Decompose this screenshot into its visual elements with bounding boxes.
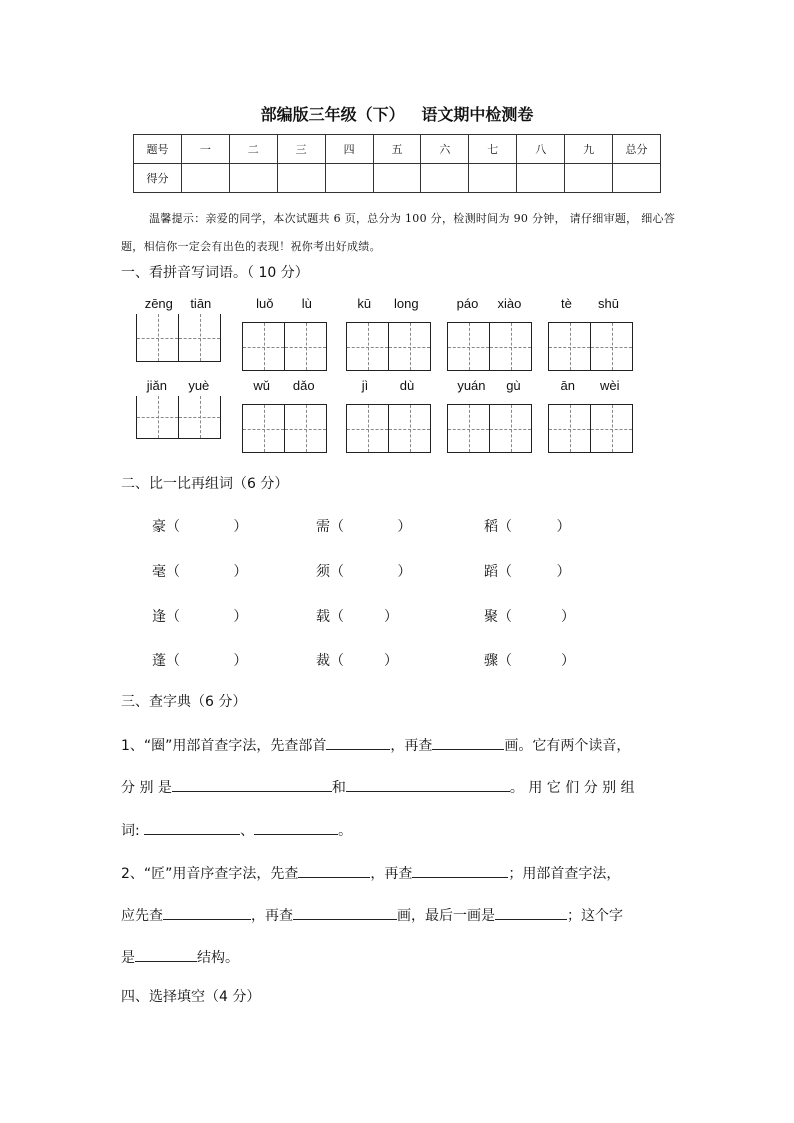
- answer-blank[interactable]: [326, 733, 390, 750]
- pinyin-item: [136, 296, 221, 362]
- question-text: 画，最后一画是: [397, 908, 495, 924]
- score-header-cell: 七: [469, 135, 517, 164]
- title-exam: 语文期中检测卷: [421, 105, 534, 124]
- compare-item[interactable]: 稻（ ）: [484, 519, 571, 535]
- writing-grid[interactable]: [447, 404, 532, 453]
- question-text: 结构。: [197, 950, 239, 966]
- pinyin-item: [242, 296, 327, 371]
- pinyin-text: jiǎn: [146, 378, 167, 393]
- score-cell[interactable]: [421, 164, 469, 193]
- compare-item[interactable]: 须（ ）: [316, 564, 412, 580]
- score-cell[interactable]: [565, 164, 613, 193]
- pinyin-text: wǔ: [253, 378, 271, 393]
- score-table: [133, 134, 661, 193]
- compare-item[interactable]: 蓬（ ）: [152, 653, 248, 669]
- pinyin-text: yuè: [188, 378, 210, 393]
- writing-grid[interactable]: [242, 322, 327, 371]
- pinyin-text: dù: [399, 378, 415, 393]
- score-header-cell: 六: [421, 135, 469, 164]
- score-header-cell: 一: [181, 135, 229, 164]
- score-cell[interactable]: [181, 164, 229, 193]
- pinyin-text: tè: [561, 296, 572, 311]
- writing-grid[interactable]: [548, 322, 633, 371]
- score-header-cell: 二: [229, 135, 277, 164]
- compare-item[interactable]: 载（ ）: [316, 609, 399, 625]
- pinyin-text: lù: [301, 296, 312, 311]
- question-text: 1、“圈”用部首查字法，先查部首: [121, 738, 327, 754]
- question-text: 分 别 是: [121, 780, 172, 796]
- question-text: 和: [331, 780, 346, 796]
- answer-blank[interactable]: [346, 775, 510, 792]
- pinyin-item: [242, 378, 327, 453]
- score-header-cell: 三: [277, 135, 325, 164]
- question-line: [121, 775, 677, 797]
- pinyin-text: tiān: [190, 296, 212, 311]
- question-line: [121, 818, 677, 840]
- question-text: 是: [121, 950, 135, 966]
- question-line: [121, 945, 677, 967]
- writing-grid[interactable]: [242, 404, 327, 453]
- question-text: ，再查: [390, 738, 433, 754]
- question-text: 词:: [121, 823, 140, 839]
- question-text: 应先查: [121, 908, 163, 924]
- pinyin-text: páo: [456, 296, 479, 311]
- compare-item[interactable]: 豪（ ）: [152, 519, 248, 535]
- answer-blank[interactable]: [412, 861, 508, 878]
- pinyin-item: [346, 378, 431, 453]
- pinyin-text: luǒ: [256, 296, 274, 311]
- compare-item[interactable]: 裁（ ）: [316, 653, 399, 669]
- score-row-label: 得分: [134, 164, 182, 193]
- writing-grid[interactable]: [136, 314, 221, 362]
- pinyin-text: xiào: [497, 296, 522, 311]
- answer-blank[interactable]: [172, 775, 332, 792]
- question-text: 。: [338, 823, 353, 839]
- title-grade: 部编版三年级（下）: [260, 105, 405, 124]
- pinyin-item: [447, 378, 532, 453]
- pinyin-text: kū: [357, 296, 372, 311]
- compare-item[interactable]: 需（ ）: [316, 519, 412, 535]
- question-text: ，再查: [251, 908, 293, 924]
- score-cell[interactable]: [325, 164, 373, 193]
- section3-heading: 三、查字典（6 分）: [121, 694, 247, 710]
- pinyin-item: [548, 296, 633, 371]
- section2-heading: 二、比一比再组词（6 分）: [121, 476, 289, 492]
- compare-item[interactable]: 聚（ ）: [484, 609, 575, 625]
- pinyin-item: [548, 378, 633, 453]
- writing-grid[interactable]: [447, 322, 532, 371]
- question-line: [121, 733, 677, 755]
- score-header-cell: 五: [373, 135, 421, 164]
- question-text: 。 用 它 们 分 别 组: [509, 780, 635, 796]
- pinyin-item: [136, 378, 221, 439]
- writing-grid[interactable]: [346, 404, 431, 453]
- instructions-tip: 温馨提示：亲爱的同学，本次试题共 6 页，总分为 100 分，检测时间为 90 分钟， 请仔细审题， 细心答题，相信你一定会有出色的表现！祝你考出好成绩。: [121, 212, 676, 253]
- pinyin-text: yuán: [457, 378, 486, 393]
- question-text: 画。它有两个读音，: [504, 738, 631, 754]
- compare-item[interactable]: 蹈（ ）: [484, 564, 571, 580]
- score-cell[interactable]: [469, 164, 517, 193]
- pinyin-item: [447, 296, 532, 371]
- page-title: [0, 102, 794, 125]
- pinyin-text: gù: [506, 378, 521, 393]
- score-cell[interactable]: [229, 164, 277, 193]
- question-text: ；用部首查字法，: [508, 866, 621, 882]
- score-cell[interactable]: [277, 164, 325, 193]
- section1-heading: 一、看拼音写词语。（ 10 分）: [121, 265, 309, 281]
- pinyin-text: wèi: [599, 378, 620, 393]
- compare-item[interactable]: 逢（ ）: [152, 609, 248, 625]
- answer-blank[interactable]: [298, 861, 370, 878]
- score-header-cell: 四: [325, 135, 373, 164]
- compare-item[interactable]: 骤（ ）: [484, 653, 575, 669]
- score-header-cell: 题号: [134, 135, 182, 164]
- answer-blank[interactable]: [293, 903, 397, 920]
- pinyin-text: jì: [361, 378, 369, 393]
- pinyin-text: long: [394, 296, 419, 311]
- pinyin-text: shū: [597, 296, 619, 311]
- score-cell[interactable]: [373, 164, 421, 193]
- question-line: [121, 903, 677, 925]
- pinyin-item: [346, 296, 431, 371]
- compare-item[interactable]: 毫（ ）: [152, 564, 248, 580]
- answer-blank[interactable]: [432, 733, 504, 750]
- score-header-cell: 总分: [613, 135, 661, 164]
- score-header-row: [134, 135, 661, 164]
- score-cell[interactable]: [613, 164, 661, 193]
- score-value-row: [134, 164, 661, 193]
- pinyin-text: dǎo: [292, 378, 315, 393]
- answer-blank[interactable]: [135, 945, 197, 962]
- pinyin-text: zēng: [144, 296, 173, 311]
- answer-blank[interactable]: [495, 903, 567, 920]
- question-text: ，再查: [370, 866, 413, 882]
- question-text: 2、“匠”用音序查字法，先查: [121, 866, 299, 882]
- writing-grid[interactable]: [548, 404, 633, 453]
- answer-blank[interactable]: [163, 903, 251, 920]
- writing-grid[interactable]: [346, 322, 431, 371]
- question-text: 、: [240, 823, 255, 839]
- section4-heading: 四、选择填空（4 分）: [121, 989, 261, 1005]
- pinyin-text: ān: [560, 378, 575, 393]
- writing-grid[interactable]: [136, 396, 221, 439]
- question-line: [121, 861, 677, 883]
- question-text: ；这个字: [567, 908, 623, 924]
- score-header-cell: 八: [517, 135, 565, 164]
- answer-blank[interactable]: [254, 818, 338, 835]
- answer-blank[interactable]: [144, 818, 240, 835]
- score-cell[interactable]: [517, 164, 565, 193]
- score-header-cell: 九: [565, 135, 613, 164]
